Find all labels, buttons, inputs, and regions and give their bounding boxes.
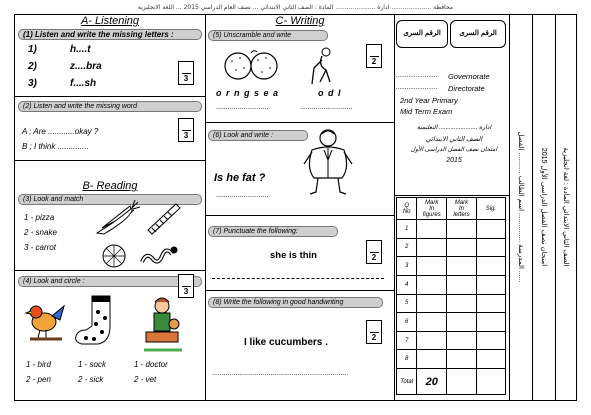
bird-icon — [26, 306, 64, 339]
q3-instruction: (3) Look and match — [18, 194, 202, 205]
marks-header: Q No — [397, 198, 417, 220]
q1-item-text: h....t — [70, 44, 91, 55]
marks-header: Mark In letters — [447, 198, 477, 220]
q7-sentence: she is thin — [270, 250, 317, 261]
reading-title: B- Reading — [82, 180, 138, 192]
side-panel-divider — [532, 14, 533, 401]
q2-instruction: (2) Listen and write the missing word — [18, 101, 202, 112]
fat-man-icon — [302, 128, 358, 196]
section-divider — [205, 122, 394, 123]
directorate-label: Directorate — [448, 84, 485, 93]
arabic-exam: امتحان نصف الفصل الدراسى الأول — [410, 147, 498, 153]
sock-icon — [76, 296, 110, 344]
snake-icon — [142, 247, 178, 263]
q1-item-num: 1) — [28, 44, 37, 55]
side-panel-divider — [509, 14, 510, 401]
q5-word: o d l — [318, 88, 342, 98]
exam-label: Mid Term Exam — [400, 107, 453, 116]
side-panel-divider — [555, 14, 556, 401]
governorate-dots: ....................... — [396, 72, 438, 79]
year-label: 2nd Year Primary — [400, 96, 458, 105]
q6-question: Is he fat ? — [214, 172, 266, 184]
q4-choice-a[interactable]: 1 - sock — [78, 360, 107, 369]
q4-choice-b[interactable]: 2 - sick — [78, 375, 104, 384]
q1-mark-box — [178, 61, 194, 85]
divider-left — [205, 14, 206, 401]
q4-choice-a[interactable]: 1 - doctor — [134, 360, 168, 369]
q6-instruction: (6) Look and write : — [208, 130, 308, 141]
q1-item-num: 3) — [28, 78, 37, 89]
section-divider — [14, 160, 205, 161]
section-divider — [205, 215, 394, 216]
q1-item-num: 2) — [28, 61, 37, 72]
q4-mark: 3 — [183, 287, 189, 296]
directorate-dots: ....................... — [396, 84, 438, 91]
section-divider — [205, 290, 394, 291]
q8-mark: 2 — [371, 333, 377, 342]
q5-word: o r n g s e a — [216, 88, 280, 98]
q8-answer-blank[interactable]: ...................................................................... — [212, 370, 349, 377]
marks-row-num: 8 — [397, 350, 417, 369]
q2-line-a: A ; Are ............okay ? — [22, 127, 99, 136]
unscramble-pictures — [222, 46, 352, 86]
q8-instruction: (8) Write the following in good handwriting — [208, 297, 383, 308]
marks-row-num: 3 — [397, 257, 417, 276]
q2-line-b: B ; I think .............. — [22, 142, 89, 151]
arabic-directorate: ادارة ....................... التعليمية — [416, 125, 492, 131]
q7-mark: 2 — [371, 253, 377, 262]
marks-row-num: 5 — [397, 294, 417, 313]
q7-instruction: (7) Punctuate the following: — [208, 226, 338, 237]
q8-mark-box — [366, 320, 382, 344]
q3-item: 2 - snake — [24, 228, 57, 237]
q4-instruction: (4) Look and circle : — [18, 276, 202, 287]
q5-answer-blank[interactable]: ........................... — [216, 104, 269, 111]
marks-total: 20 — [417, 369, 447, 395]
old-man-icon — [312, 48, 330, 84]
marks-row-num: 7 — [397, 331, 417, 350]
arabic-grade: الصف الثاني الابتدائي — [425, 136, 483, 143]
q4-choice-a[interactable]: 1 - bird — [26, 360, 51, 369]
secret-number-box: الرقم السرى — [450, 20, 506, 48]
q2-mark: 3 — [183, 131, 189, 140]
side-panel-grade-info: الصف الثاني الابتدائي المادة : لغة انجليزية — [562, 147, 569, 267]
q3-item: 1 - pizza — [24, 213, 55, 222]
q5-mark: 2 — [371, 57, 377, 66]
section-divider — [14, 270, 205, 271]
carrot-icon — [97, 200, 140, 234]
vet-icon — [144, 298, 182, 350]
oranges-icon — [225, 51, 277, 79]
side-panel-exam-info: امتحان نصف الفصل الدراسى الأول 2015 — [540, 147, 547, 267]
marks-row-num: 4 — [397, 275, 417, 294]
q1-mark: 3 — [183, 74, 189, 83]
q5-answer-blank[interactable]: ........................... — [300, 104, 353, 111]
marks-table — [396, 197, 506, 395]
q7-mark-box — [366, 240, 382, 264]
section-divider — [14, 96, 205, 97]
q5-mark-box — [366, 44, 382, 68]
zip-pen-icon — [148, 204, 180, 234]
arabic-year: 2015 — [446, 157, 462, 164]
governorate-label: Governorate — [448, 72, 490, 81]
marks-total-label: Total — [397, 369, 417, 395]
marks-row-num: 6 — [397, 313, 417, 332]
q1-item-text: z....bra — [70, 61, 102, 72]
marks-row-num: 1 — [397, 220, 417, 239]
q4-choice-b[interactable]: 2 - pen — [26, 375, 51, 384]
q7-answer-line[interactable] — [212, 278, 384, 279]
marks-header: Mark In figures — [417, 198, 447, 220]
secret-number-box: الرقم السرى — [396, 20, 448, 48]
listening-title: A- Listening — [80, 15, 140, 27]
q2-mark-box — [178, 118, 194, 142]
section-divider — [394, 195, 509, 196]
q3-item: 3 - carrot — [24, 243, 57, 252]
header-strip: محافظة ..................... ادارة ..................... المادة : الصف الثاني الابتدائي ... نصف العام الدراسي 2015 ... اللغة الانجليزية — [137, 4, 454, 11]
circle-pictures — [22, 292, 202, 356]
q4-choice-b[interactable]: 2 - vet — [134, 375, 157, 384]
pizza-icon — [103, 245, 125, 267]
divider-right — [394, 14, 395, 401]
q1-item-text: f....sh — [70, 78, 97, 89]
q5-instruction: (5) Unscramble and write — [208, 30, 328, 41]
writing-title: C- Writing — [275, 15, 325, 27]
marks-row-num: 2 — [397, 238, 417, 257]
q6-answer-blank[interactable]: ........................... — [216, 192, 269, 199]
match-pictures — [92, 198, 202, 268]
marks-header: Sig. — [476, 198, 505, 220]
q8-sentence: I like cucumbers . — [244, 337, 328, 348]
q1-instruction: (1) Listen and write the missing letters : — [18, 29, 202, 40]
side-panel-student-info: المدرسة ............... اسم الطالب ........... الفصل ...... — [517, 131, 524, 283]
